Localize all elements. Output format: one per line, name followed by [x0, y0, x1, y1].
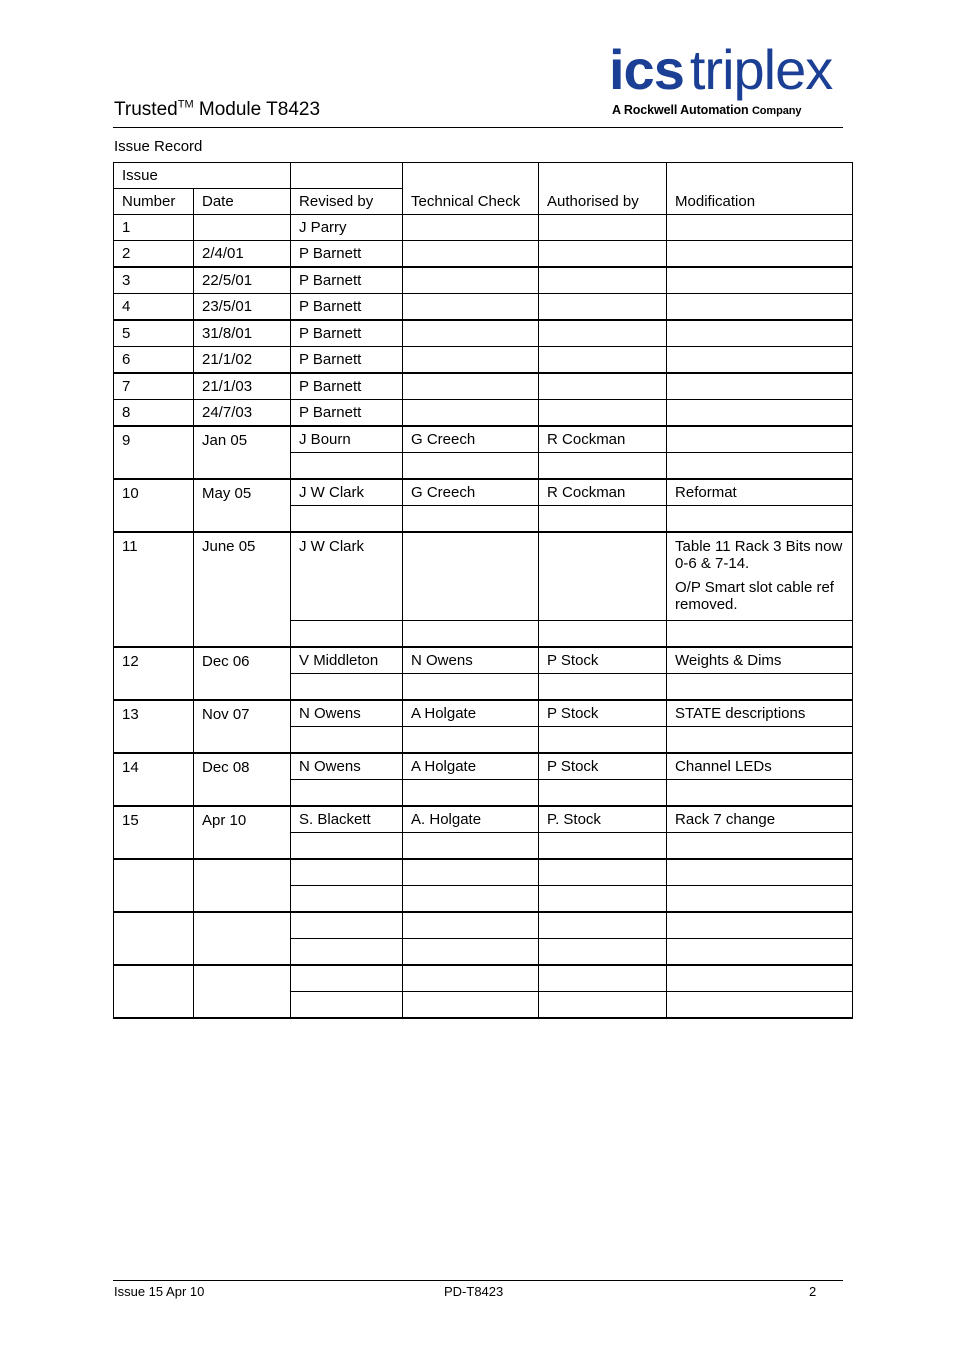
- cell-number: 6: [114, 347, 194, 374]
- cell-date: Apr 10: [194, 806, 291, 859]
- cell-date: Dec 08: [194, 753, 291, 806]
- cell-empty: [667, 965, 853, 992]
- cell-empty: [667, 939, 853, 966]
- table-row: [114, 426, 853, 453]
- cell-empty: [291, 621, 403, 648]
- cell-empty: [539, 833, 667, 860]
- cell-empty: [291, 674, 403, 701]
- cell-date: 2/4/01: [194, 241, 291, 268]
- cell-tech: G Creech: [403, 426, 539, 453]
- cell-revised: S. Blackett: [291, 806, 403, 833]
- cell-number: 8: [114, 400, 194, 427]
- cell-date: 22/5/01: [194, 267, 291, 294]
- cell-empty: [194, 859, 291, 912]
- cell-mod: [667, 373, 853, 400]
- cell-empty: [667, 727, 853, 754]
- cell-empty: [667, 453, 853, 480]
- cell-empty: [291, 992, 403, 1019]
- cell-mod: [667, 320, 853, 347]
- header-number: Number: [114, 189, 194, 215]
- cell-date: 24/7/03: [194, 400, 291, 427]
- cell-empty: [539, 506, 667, 533]
- cell-mod: [667, 215, 853, 241]
- cell-empty: [667, 859, 853, 886]
- table-row: [114, 320, 853, 347]
- cell-auth: [539, 400, 667, 427]
- cell-date: May 05: [194, 479, 291, 532]
- cell-revised: P Barnett: [291, 373, 403, 400]
- cell-revised: J Parry: [291, 215, 403, 241]
- cell-auth: R Cockman: [539, 479, 667, 506]
- cell-empty: [403, 992, 539, 1019]
- table-row: [114, 267, 853, 294]
- footer-page-number: 2: [809, 1284, 817, 1299]
- cell-empty: [403, 727, 539, 754]
- table-row: [114, 479, 853, 506]
- cell-mod: Reformat: [667, 479, 853, 506]
- title-prefix: Trusted: [114, 99, 178, 120]
- cell-empty: [403, 859, 539, 886]
- cell-mod: STATE descriptions: [667, 700, 853, 727]
- cell-empty: [403, 886, 539, 913]
- cell-empty: [291, 912, 403, 939]
- cell-empty: [667, 992, 853, 1019]
- cell-number: 3: [114, 267, 194, 294]
- cell-empty: [291, 965, 403, 992]
- table-row: [114, 294, 853, 321]
- cell-empty: [291, 886, 403, 913]
- cell-mod: [667, 347, 853, 374]
- cell-tech: [403, 215, 539, 241]
- cell-empty: [539, 621, 667, 648]
- table-row-blank: [114, 965, 853, 992]
- table-row: [114, 400, 853, 427]
- footer-divider: [113, 1280, 843, 1281]
- cell-auth: [539, 267, 667, 294]
- cell-number: 12: [114, 647, 194, 700]
- cell-auth: [539, 347, 667, 374]
- cell-empty: [403, 912, 539, 939]
- cell-number: 7: [114, 373, 194, 400]
- cell-date: June 05: [194, 532, 291, 647]
- cell-tech: [403, 320, 539, 347]
- cell-mod: Weights & Dims: [667, 647, 853, 674]
- cell-empty: [194, 912, 291, 965]
- section-title: Issue Record: [114, 138, 203, 155]
- ics-triplex-logo: [609, 40, 845, 122]
- cell-empty: [194, 965, 291, 1018]
- cell-mod: [667, 294, 853, 321]
- cell-tech: [403, 241, 539, 268]
- cell-empty: [539, 992, 667, 1019]
- cell-empty: [667, 674, 853, 701]
- cell-number: 10: [114, 479, 194, 532]
- logo-tagline: [612, 103, 801, 117]
- cell-empty: [667, 912, 853, 939]
- cell-empty: [539, 912, 667, 939]
- cell-empty: [539, 727, 667, 754]
- header-issue: Issue: [114, 163, 291, 189]
- cell-empty: [291, 780, 403, 807]
- cell-empty: [667, 780, 853, 807]
- logo-triplex: triplex: [689, 38, 833, 101]
- cell-tech: [403, 400, 539, 427]
- cell-date: 21/1/02: [194, 347, 291, 374]
- cell-empty: [539, 886, 667, 913]
- cell-auth: P Stock: [539, 647, 667, 674]
- cell-number: 11: [114, 532, 194, 647]
- cell-number: 4: [114, 294, 194, 321]
- cell-tech: [403, 294, 539, 321]
- cell-mod: [667, 426, 853, 453]
- header-revised-by: Revised by: [291, 189, 403, 215]
- cell-revised: N Owens: [291, 700, 403, 727]
- cell-mod: [667, 267, 853, 294]
- cell-empty: [539, 453, 667, 480]
- cell-date: [194, 215, 291, 241]
- cell-date: 23/5/01: [194, 294, 291, 321]
- cell-number: 5: [114, 320, 194, 347]
- cell-tech: G Creech: [403, 479, 539, 506]
- cell-empty: [291, 506, 403, 533]
- cell-empty: [539, 859, 667, 886]
- cell-revised: N Owens: [291, 753, 403, 780]
- issue-record-table: [113, 162, 853, 1019]
- cell-empty: [539, 674, 667, 701]
- cell-empty: [114, 859, 194, 912]
- cell-empty: [539, 965, 667, 992]
- cell-mod: [667, 400, 853, 427]
- cell-empty: [291, 939, 403, 966]
- cell-mod: [667, 241, 853, 268]
- logo-ics: ics: [609, 38, 684, 101]
- cell-auth: P. Stock: [539, 806, 667, 833]
- cell-tech: N Owens: [403, 647, 539, 674]
- cell-auth: [539, 373, 667, 400]
- cell-auth: [539, 320, 667, 347]
- cell-revised: J Bourn: [291, 426, 403, 453]
- document-title: [114, 99, 320, 121]
- cell-tech: [403, 347, 539, 374]
- cell-mod: Rack 7 change: [667, 806, 853, 833]
- cell-empty: [403, 621, 539, 648]
- title-suffix: Module T8423: [193, 99, 321, 120]
- table-row: [114, 753, 853, 780]
- cell-empty: [403, 833, 539, 860]
- mod-line-1: Table 11 Rack 3 Bits now 0-6 & 7-14.: [675, 538, 843, 572]
- cell-tech: [403, 267, 539, 294]
- header-modification: Modification: [667, 163, 853, 215]
- trademark-superscript: TM: [177, 98, 194, 111]
- header-authorised-by: Authorised by: [539, 163, 667, 215]
- table-row: [114, 215, 853, 241]
- cell-empty: [403, 780, 539, 807]
- cell-empty: [539, 780, 667, 807]
- cell-auth: [539, 241, 667, 268]
- mod-line-2: O/P Smart slot cable ref removed.: [675, 579, 834, 613]
- cell-auth: P Stock: [539, 753, 667, 780]
- table-row: [114, 806, 853, 833]
- cell-auth: R Cockman: [539, 426, 667, 453]
- cell-date: 31/8/01: [194, 320, 291, 347]
- cell-empty: [667, 621, 853, 648]
- cell-number: 9: [114, 426, 194, 479]
- cell-date: 21/1/03: [194, 373, 291, 400]
- cell-tech: A. Holgate: [403, 806, 539, 833]
- cell-number: 14: [114, 753, 194, 806]
- cell-empty: [114, 965, 194, 1018]
- table-row: [114, 532, 853, 621]
- cell-date: Dec 06: [194, 647, 291, 700]
- table-row: [114, 700, 853, 727]
- cell-empty: [539, 939, 667, 966]
- cell-empty: [403, 506, 539, 533]
- table-row-blank: [114, 859, 853, 886]
- cell-empty: [667, 506, 853, 533]
- cell-revised: P Barnett: [291, 320, 403, 347]
- cell-revised: P Barnett: [291, 294, 403, 321]
- table-row: [114, 647, 853, 674]
- cell-mod: Channel LEDs: [667, 753, 853, 780]
- cell-mod: [667, 532, 853, 621]
- cell-revised: P Barnett: [291, 400, 403, 427]
- footer-issue: Issue 15 Apr 10: [114, 1284, 205, 1299]
- table-row: [114, 241, 853, 268]
- cell-number: 15: [114, 806, 194, 859]
- cell-empty: [667, 833, 853, 860]
- header-blank: [291, 163, 403, 189]
- cell-revised: P Barnett: [291, 347, 403, 374]
- cell-tech: A Holgate: [403, 753, 539, 780]
- logo-wordmark: [609, 40, 832, 100]
- cell-tech: [403, 532, 539, 621]
- cell-date: Jan 05: [194, 426, 291, 479]
- header-date: Date: [194, 189, 291, 215]
- cell-number: 1: [114, 215, 194, 241]
- table-row-blank: [114, 912, 853, 939]
- cell-tech: [403, 373, 539, 400]
- cell-revised: V Middleton: [291, 647, 403, 674]
- logo-tag-main: A Rockwell Automation: [612, 103, 749, 117]
- cell-revised: J W Clark: [291, 532, 403, 621]
- cell-revised: J W Clark: [291, 479, 403, 506]
- cell-empty: [403, 674, 539, 701]
- cell-number: 13: [114, 700, 194, 753]
- cell-auth: [539, 215, 667, 241]
- cell-empty: [291, 859, 403, 886]
- cell-revised: P Barnett: [291, 241, 403, 268]
- cell-empty: [403, 939, 539, 966]
- cell-empty: [291, 727, 403, 754]
- footer-doc-id: PD-T8423: [444, 1284, 504, 1299]
- cell-empty: [291, 453, 403, 480]
- table-row: [114, 347, 853, 374]
- cell-auth: [539, 294, 667, 321]
- cell-empty: [403, 453, 539, 480]
- header-divider: [113, 127, 843, 128]
- cell-auth: P Stock: [539, 700, 667, 727]
- cell-empty: [291, 833, 403, 860]
- cell-auth: [539, 532, 667, 621]
- table-header-row: [114, 163, 853, 189]
- cell-date: Nov 07: [194, 700, 291, 753]
- logo-tag-company: Company: [751, 105, 802, 117]
- cell-empty: [667, 886, 853, 913]
- cell-tech: A Holgate: [403, 700, 539, 727]
- table-row: [114, 373, 853, 400]
- cell-empty: [403, 965, 539, 992]
- cell-revised: P Barnett: [291, 267, 403, 294]
- cell-number: 2: [114, 241, 194, 268]
- cell-empty: [114, 912, 194, 965]
- header-technical-check: Technical Check: [403, 163, 539, 215]
